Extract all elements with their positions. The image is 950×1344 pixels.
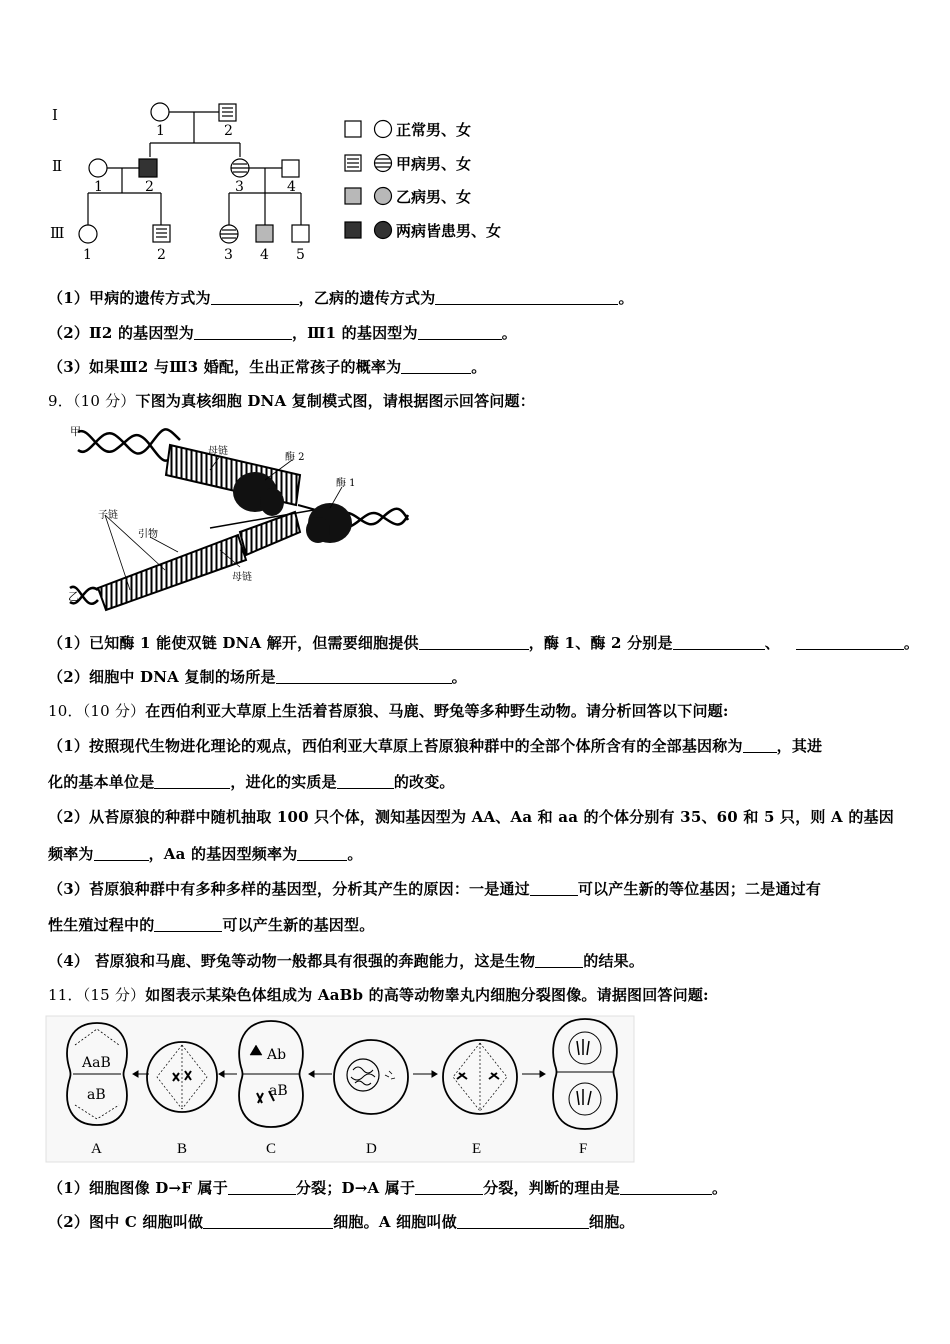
answer-blank[interactable] [228, 1180, 296, 1195]
q11-sub1: （1）细胞图像 D→F 属于 分裂；D→A 属于 分裂，判断的理由是 。 [48, 1179, 728, 1197]
q11-sub2: （2）图中 C 细胞叫做 细胞。A 细胞叫做 细胞。 [48, 1213, 635, 1231]
answer-blank[interactable] [415, 1180, 483, 1195]
dna-replication-figure [60, 420, 420, 615]
figure-label-zilian: 子链 [98, 510, 118, 521]
pedigree-num-III5: 5 [296, 247, 305, 263]
q10-sub1-line2: 化的基本单位是 ，进化的实质是 的改变。 [48, 773, 455, 791]
lower-ladder-2 [240, 512, 300, 555]
pedigree-III4-yi-male [256, 225, 273, 242]
q9-stem: 9．（10 分）下图为真核细胞 DNA 复制模式图，请根据图示回答问题： [48, 392, 535, 410]
answer-blank[interactable] [457, 1214, 589, 1229]
figure-label-mei1: 酶 1 [336, 478, 356, 489]
cell-label-B: B [177, 1141, 188, 1157]
answer-blank[interactable] [401, 359, 471, 374]
legend-label-yi: 乙病男、女 [396, 188, 472, 206]
q8-sub3: （3）如果Ⅲ2 与Ⅲ3 婚配，生出正常孩子的概率为 。 [48, 358, 487, 376]
pedigree-III5-normal-male [292, 225, 309, 242]
answer-blank[interactable] [297, 846, 347, 861]
figure-label-yi: 乙 [68, 590, 79, 603]
answer-blank[interactable] [435, 290, 618, 305]
cell-division-figure [45, 1015, 635, 1165]
cellA-gene-bottom: aB [87, 1087, 106, 1103]
legend-both-male-symbol [345, 222, 361, 238]
answer-blank[interactable] [211, 290, 299, 305]
legend-yi-female-symbol [375, 188, 392, 205]
cell-label-C: C [266, 1141, 277, 1157]
generation-label-2: Ⅱ [52, 157, 63, 175]
q10-sub3-line1: （3）苔原狼种群中有多种多样的基因型，分析其产生的原因：一是通过 可以产生新的等位基因；二是通过有 [48, 880, 822, 898]
pedigree-num-I2: 2 [224, 123, 233, 139]
pedigree-II2-both-male [139, 159, 157, 177]
answer-blank[interactable] [337, 774, 394, 789]
cellC-gene-top: Ab [267, 1047, 287, 1063]
legend-both-female-symbol [375, 222, 392, 239]
legend-normal-female-symbol [375, 121, 392, 138]
answer-blank[interactable] [94, 846, 149, 861]
answer-blank[interactable] [418, 325, 502, 340]
generation-label-1: Ⅰ [52, 106, 58, 124]
pedigree-num-III1: 1 [83, 247, 92, 263]
answer-blank[interactable] [154, 774, 230, 789]
cell-label-E: E [472, 1141, 482, 1157]
q10-sub3-line2: 性生殖过程中的 可以产生新的基因型。 [48, 916, 375, 934]
legend-yi-male-symbol [345, 188, 361, 204]
figure-label-mei2: 酶 2 [285, 452, 305, 463]
pedigree-III1-normal-female [79, 225, 97, 243]
answer-blank[interactable] [673, 635, 765, 650]
pedigree-chart [40, 95, 540, 270]
q10-sub1-line1: （1）按照现代生物进化理论的观点，西伯利亚大草原上苔原狼种群中的全部个体所含有的全部基因称为 ，其进 [48, 737, 823, 755]
q10-sub4: （4） 苔原狼和马鹿、野兔等动物一般都具有很强的奔跑能力，这是生物 的结果。 [48, 952, 645, 970]
pedigree-num-II2: 2 [145, 179, 154, 195]
answer-blank[interactable] [743, 738, 777, 753]
answer-blank[interactable] [203, 1214, 333, 1229]
figure-label-mulian-bottom: 母链 [232, 572, 252, 583]
pedigree-num-III2: 2 [157, 247, 166, 263]
legend-normal-male-symbol [345, 121, 361, 137]
legend-label-both: 两病皆患男、女 [396, 222, 502, 240]
cell-label-F: F [579, 1141, 588, 1157]
q10-sub2-line1: （2）从苔原狼的种群中随机抽取 100 只个体，测知基因型为 AA、Aa 和 aa 的个体分别有 35、60 和 5 只，则 A 的基因 [48, 808, 894, 826]
pedigree-num-II3: 3 [235, 179, 244, 195]
q10-sub2-line2: 频率为 ，Aa 的基因型频率为 。 [48, 845, 363, 863]
q9-sub2: （2）细胞中 DNA 复制的场所是 。 [48, 668, 467, 686]
answer-blank[interactable] [620, 1180, 712, 1195]
upper-helix [78, 429, 180, 460]
answer-blank[interactable] [276, 669, 452, 684]
pedigree-II1-normal-female [89, 159, 107, 177]
figure-label-mulian-top: 母链 [208, 446, 228, 457]
pedigree-II4-normal-male [282, 160, 299, 177]
cellC-gene-bottom: aB [269, 1083, 288, 1099]
lower-ladder [98, 535, 246, 610]
answer-blank[interactable] [154, 917, 222, 932]
pedigree-num-III4: 4 [260, 247, 269, 263]
cell-label-D: D [366, 1141, 377, 1157]
generation-label-3: Ⅲ [50, 224, 65, 242]
q11-stem: 11．（15 分）如图表示某染色体组成为 AaBb 的高等动物睾丸内细胞分裂图像。请据图回答问题: [48, 986, 709, 1004]
q8-sub1: （1）甲病的遗传方式为 ，乙病的遗传方式为 。 [48, 289, 634, 307]
legend-label-normal: 正常男、女 [396, 121, 472, 139]
pedigree-num-III3: 3 [224, 247, 233, 263]
q8-sub2: （2）Ⅱ2 的基因型为 ，Ⅲ1 的基因型为 。 [48, 324, 517, 342]
figure-label-jia: 甲 [70, 425, 81, 438]
legend-label-jia: 甲病男、女 [396, 155, 472, 173]
answer-blank[interactable] [530, 881, 578, 896]
pedigree-I1-normal-female [151, 103, 169, 121]
cellA-gene-top: AaB [82, 1055, 111, 1071]
answer-blank[interactable] [796, 635, 904, 650]
answer-blank[interactable] [419, 635, 529, 650]
answer-blank[interactable] [194, 325, 292, 340]
pedigree-num-II1: 1 [94, 179, 103, 195]
pedigree-num-II4: 4 [287, 179, 296, 195]
answer-blank[interactable] [535, 953, 583, 968]
q10-stem: 10．（10 分）在西伯利亚大草原上生活着苔原狼、马鹿、野兔等多种野生动物。请分析回答以下问题: [48, 702, 729, 720]
cell-label-A: A [91, 1141, 102, 1157]
figure-label-yinwu: 引物 [138, 529, 158, 540]
q9-sub1: （1）已知酶 1 能使双链 DNA 解开，但需要细胞提供 ，酶 1、酶 2 分别是 、 。 [48, 634, 920, 652]
pedigree-num-I1: 1 [156, 123, 165, 139]
